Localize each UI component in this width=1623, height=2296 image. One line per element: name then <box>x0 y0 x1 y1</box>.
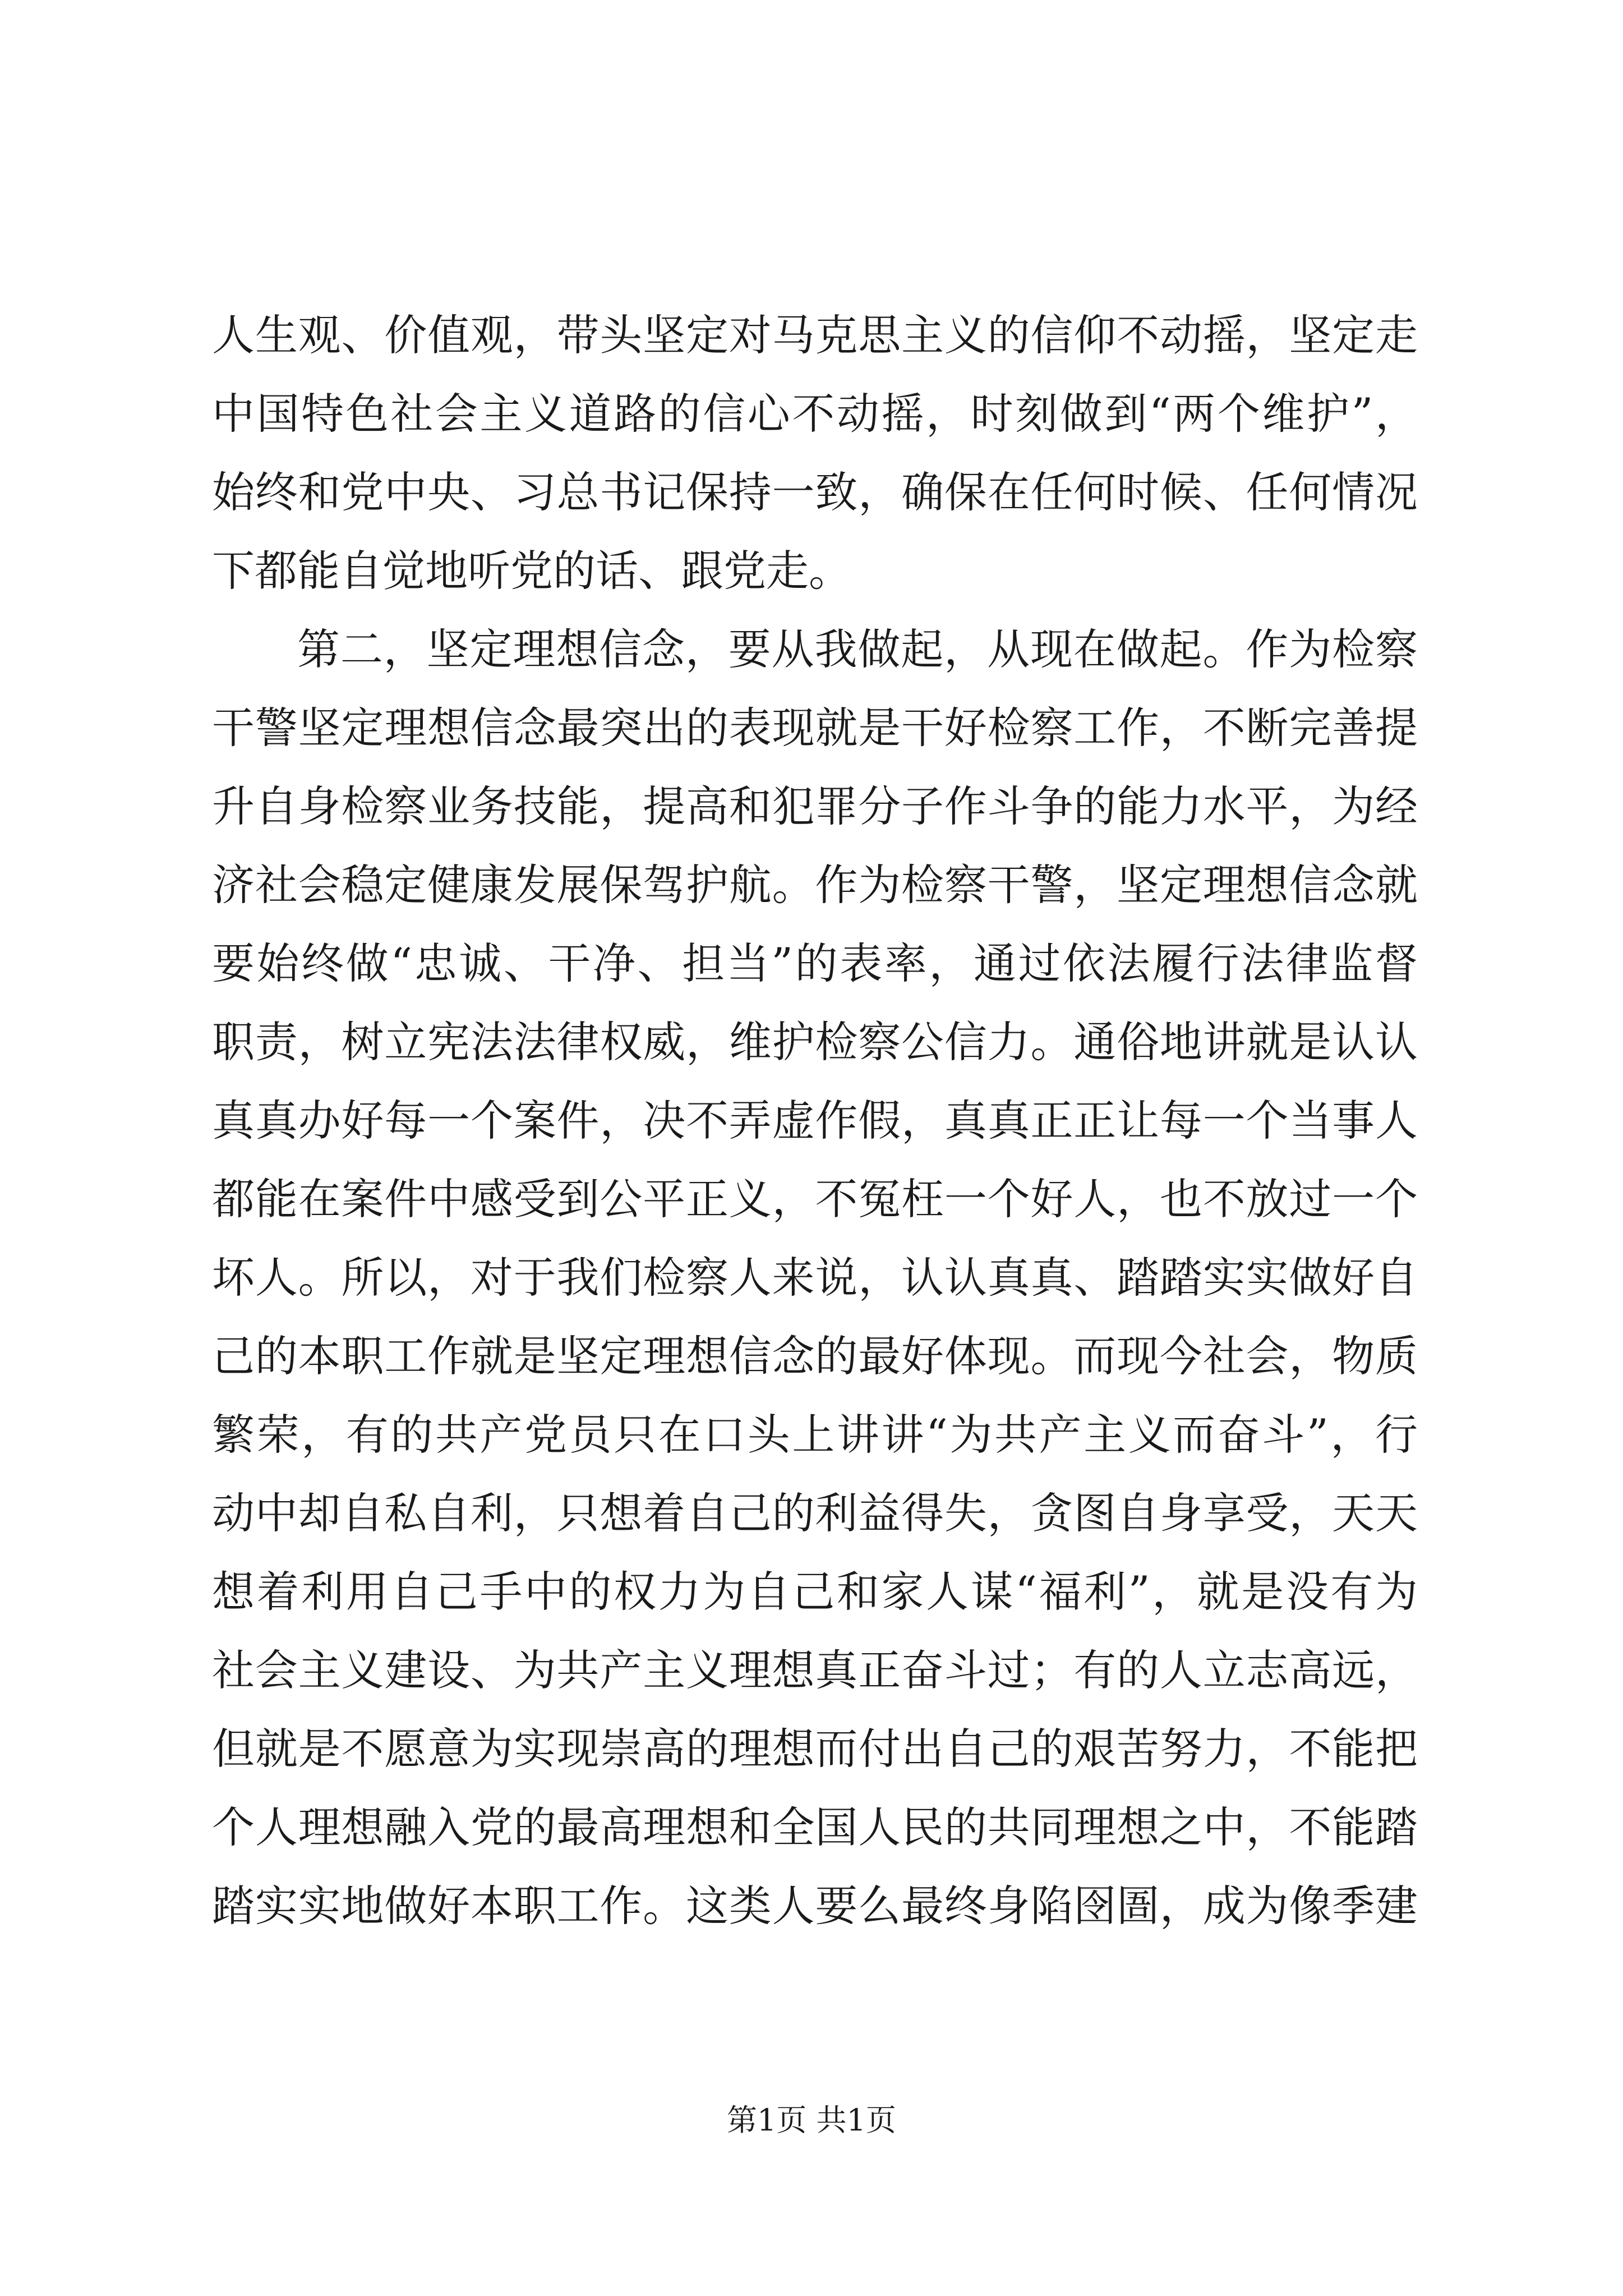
text-line: 干警坚定理想信念最突出的表现就是干好检察工作，不断完善提 <box>212 703 1418 753</box>
text-line: 己的本职工作就是坚定理想信念的最好体现。而现今社会，物质 <box>212 1331 1418 1381</box>
text-line: 中国特色社会主义道路的信心不动摇，时刻做到“两个维护”， <box>212 389 1418 439</box>
text-line: 济社会稳定健康发展保驾护航。作为检察干警，坚定理想信念就 <box>212 860 1418 910</box>
body-text <box>212 296 1418 1945</box>
text-line: 踏实实地做好本职工作。这类人要么最终身陷囹圄，成为像季建 <box>212 1881 1418 1931</box>
text-line: 人生观、价值观，带头坚定对马克思主义的信仰不动摇，坚定走 <box>212 310 1418 360</box>
text-line: 真真办好每一个案件，决不弄虚作假，真真正正让每一个当事人 <box>212 1096 1418 1145</box>
text-line: 动中却自私自利，只想着自己的利益得失，贪图自身享受，天天 <box>212 1488 1418 1538</box>
page-number-footer: 第1页 共1页 <box>727 2102 896 2138</box>
paragraph-start-line: 第二，坚定理想信念，要从我做起，从现在做起。作为检察 <box>297 624 1418 674</box>
text-line: 坏人。所以，对于我们检察人来说，认认真真、踏踏实实做好自 <box>212 1253 1418 1303</box>
text-line: 社会主义建设、为共产主义理想真正奋斗过；有的人立志高远， <box>212 1645 1418 1695</box>
text-line: 个人理想融入党的最高理想和全国人民的共同理想之中，不能踏 <box>212 1802 1418 1852</box>
text-line: 始终和党中央、习总书记保持一致，确保在任何时候、任何情况 <box>212 467 1418 517</box>
text-line: 繁荣，有的共产党员只在口头上讲讲“为共产主义而奋斗”，行 <box>212 1410 1418 1460</box>
text-line: 想着利用自己手中的权力为自己和家人谋“福利”，就是没有为 <box>212 1567 1418 1617</box>
text-line: 要始终做“忠诚、干净、担当”的表率，通过依法履行法律监督 <box>212 938 1418 988</box>
paragraph-end-line: 下都能自觉地听党的话、跟党走。 <box>212 546 851 596</box>
text-line: 都能在案件中感受到公平正义，不冤枉一个好人，也不放过一个 <box>212 1174 1418 1224</box>
text-line: 职责，树立宪法法律权威，维护检察公信力。通俗地讲就是认认 <box>212 1017 1418 1067</box>
text-line: 但就是不愿意为实现崇高的理想而付出自己的艰苦努力，不能把 <box>212 1724 1418 1774</box>
text-line: 升自身检察业务技能，提高和犯罪分子作斗争的能力水平，为经 <box>212 781 1418 831</box>
